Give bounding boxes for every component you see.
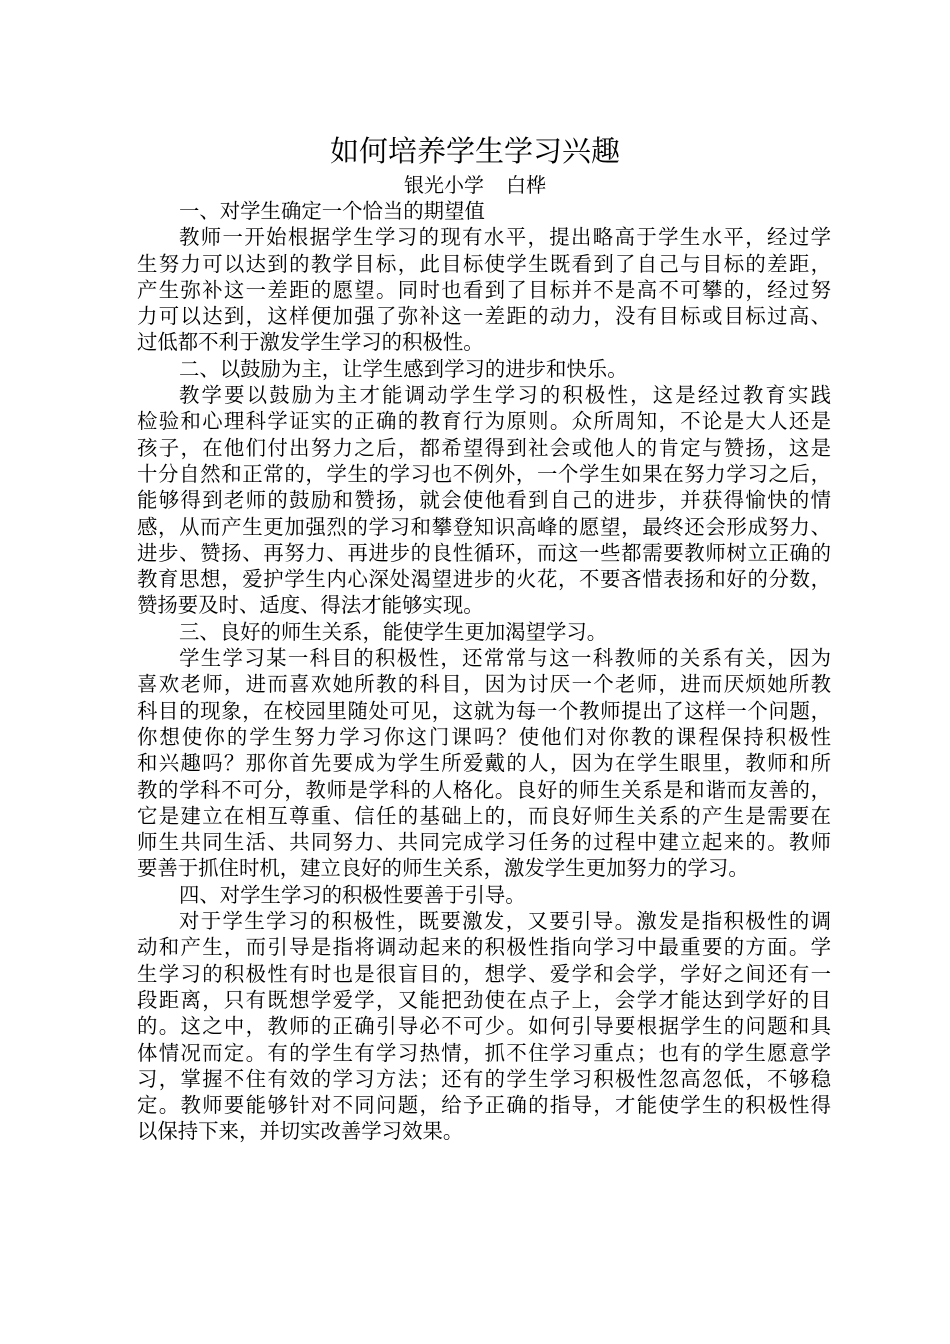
- paragraph-line: 你想使你的学生努力学习你这门课吗？使他们对你教的课程保持积极性: [137, 724, 831, 749]
- paragraph-line: 力可以达到，这样便加强了弥补这一差距的动力，没有目标或目标过高、: [137, 304, 831, 329]
- paragraph-line: 习，掌握不住有效的学习方法；还有的学生学习积极性忽高忽低，不够稳: [137, 1066, 831, 1091]
- paragraph-line: 要善于抓住时机，建立良好的师生关系，激发学生更加努力的学习。: [137, 856, 749, 881]
- paragraph-line: 和兴趣吗？那你首先要成为学生所爱戴的人，因为在学生眼里，教师和所: [137, 751, 831, 776]
- paragraph-line: 生学习的积极性有时也是很盲目的，想学、爱学和会学，学好之间还有一: [137, 961, 831, 986]
- section-heading: 三、良好的师生关系，能使学生更加渴望学习。: [179, 619, 608, 644]
- paragraph-line: 动和产生，而引导是指将调动起来的积极性指向学习中最重要的方面。学: [137, 935, 831, 960]
- paragraph-line: 孩子，在他们付出努力之后，都希望得到社会或他人的肯定与赞扬，这是: [137, 435, 831, 460]
- paragraph-line: 检验和心理科学证实的正确的教育行为原则。众所周知，不论是大人还是: [137, 409, 831, 434]
- paragraph-line: 生努力可以达到的教学目标，此目标使学生既看到了自己与目标的差距，: [137, 251, 831, 276]
- paragraph-line: 定。教师要能够针对不同问题，给予正确的指导，才能使学生的积极性得: [137, 1093, 831, 1118]
- paragraph-line: 的。这之中，教师的正确引导必不可少。如何引导要根据学生的问题和具: [137, 1014, 831, 1039]
- paragraph-line: 对于学生学习的积极性，既要激发，又要引导。激发是指积极性的调: [179, 909, 831, 934]
- paragraph-line: 进步、赞扬、再努力、再进步的良性循环，而这一些都需要教师树立正确的: [137, 540, 831, 565]
- paragraph-line: 教育思想，爱护学生内心深处渴望进步的火花，不要吝惜表扬和好的分数，: [137, 567, 831, 592]
- paragraph-line: 以保持下来，并切实改善学习效果。: [137, 1119, 464, 1144]
- paragraph-line: 师生共同生活、共同努力、共同完成学习任务的过程中建立起来的。教师: [137, 830, 831, 855]
- author-line: [0, 172, 950, 198]
- paragraph-line: 十分自然和正常的，学生的学习也不例外，一个学生如果在努力学习之后，: [137, 461, 831, 486]
- section-heading: 二、以鼓励为主，让学生感到学习的进步和快乐。: [179, 356, 628, 381]
- paragraph-line: 过低都不利于激发学生学习的积极性。: [137, 330, 484, 355]
- document-body: [137, 198, 831, 1145]
- author-name: 白桦: [506, 173, 546, 197]
- paragraph-line: 科目的现象，在校园里随处可见，这就为每一个教师提出了这样一个问题，: [137, 698, 831, 723]
- section-heading: 四、对学生学习的积极性要善于引导。: [179, 882, 526, 907]
- document-title: 如何培养学生学习兴趣: [329, 134, 620, 168]
- paragraph-line: 学生学习某一科目的积极性，还常常与这一科教师的关系有关，因为: [179, 646, 831, 671]
- paragraph-line: 教师一开始根据学生学习的现有水平，提出略高于学生水平，经过学: [179, 225, 831, 250]
- paragraph-line: 段距离，只有既想学爱学，又能把劲使在点子上，会学才能达到学好的目: [137, 987, 831, 1012]
- paragraph-line: 它是建立在相互尊重、信任的基础上的，而良好师生关系的产生是需要在: [137, 803, 831, 828]
- author-school: 银光小学: [404, 173, 484, 197]
- paragraph-line: 赞扬要及时、适度、得法才能够实现。: [137, 593, 484, 618]
- paragraph-line: 产生弥补这一差距的愿望。同时也看到了目标并不是高不可攀的，经过努: [137, 277, 831, 302]
- paragraph-line: 教的学科不可分，教师是学科的人格化。良好的师生关系是和谐而友善的，: [137, 777, 831, 802]
- paragraph-line: 能够得到老师的鼓励和赞扬，就会使他看到自己的进步，并获得愉快的情: [137, 488, 831, 513]
- paragraph-line: 教学要以鼓励为主才能调动学生学习的积极性，这是经过教育实践: [179, 383, 831, 408]
- paragraph-line: 感，从而产生更加强烈的学习和攀登知识高峰的愿望，最终还会形成努力、: [137, 514, 831, 539]
- paragraph-line: 喜欢老师，进而喜欢她所教的科目，因为讨厌一个老师，进而厌烦她所教: [137, 672, 831, 697]
- section-heading: 一、对学生确定一个恰当的期望值: [179, 199, 485, 223]
- paragraph-line: 体情况而定。有的学生有学习热情，抓不住学习重点；也有的学生愿意学: [137, 1040, 831, 1065]
